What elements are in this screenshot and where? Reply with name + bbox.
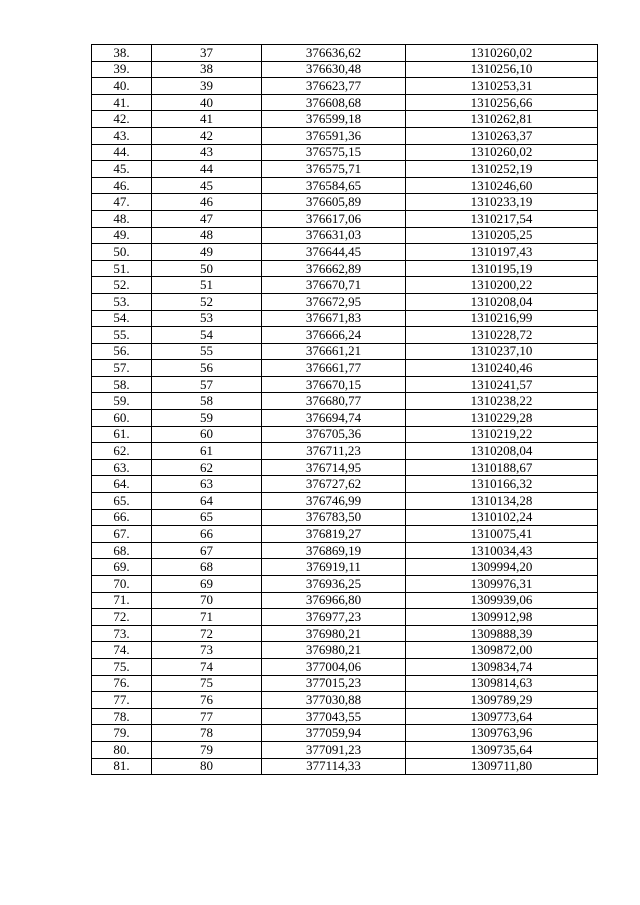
table-row (92, 78, 598, 95)
y-coordinate-cell: 1310252,19 (406, 161, 598, 178)
x-coordinate-cell: 376980,21 (262, 625, 406, 642)
table-row (92, 625, 598, 642)
x-coordinate-cell: 377091,23 (262, 741, 406, 758)
point-number-cell: 42 (152, 127, 262, 144)
y-coordinate-cell: 1310233,19 (406, 194, 598, 211)
point-number-cell: 53 (152, 310, 262, 327)
y-coordinate-cell: 1310188,67 (406, 459, 598, 476)
x-coordinate-cell: 376670,15 (262, 376, 406, 393)
row-number-cell: 77. (92, 692, 152, 709)
y-coordinate-cell: 1310256,66 (406, 94, 598, 111)
table-row (92, 443, 598, 460)
row-number-cell: 52. (92, 277, 152, 294)
table-row (92, 393, 598, 410)
table-row (92, 376, 598, 393)
row-number-cell: 71. (92, 592, 152, 609)
row-number-cell: 68. (92, 542, 152, 559)
x-coordinate-cell: 376584,65 (262, 177, 406, 194)
x-coordinate-cell: 376671,83 (262, 310, 406, 327)
point-number-cell: 58 (152, 393, 262, 410)
x-coordinate-cell: 376670,71 (262, 277, 406, 294)
row-number-cell: 58. (92, 376, 152, 393)
y-coordinate-cell: 1310240,46 (406, 360, 598, 377)
row-number-cell: 64. (92, 476, 152, 493)
row-number-cell: 46. (92, 177, 152, 194)
x-coordinate-cell: 376869,19 (262, 542, 406, 559)
y-coordinate-cell: 1309735,64 (406, 741, 598, 758)
x-coordinate-cell: 376746,99 (262, 493, 406, 510)
y-coordinate-cell: 1310246,60 (406, 177, 598, 194)
x-coordinate-cell: 377059,94 (262, 725, 406, 742)
x-coordinate-cell: 376575,15 (262, 144, 406, 161)
row-number-cell: 60. (92, 410, 152, 427)
row-number-cell: 63. (92, 459, 152, 476)
y-coordinate-cell: 1309834,74 (406, 658, 598, 675)
table-row (92, 493, 598, 510)
y-coordinate-cell: 1310260,02 (406, 45, 598, 62)
table-row (92, 61, 598, 78)
row-number-cell: 47. (92, 194, 152, 211)
row-number-cell: 50. (92, 244, 152, 261)
y-coordinate-cell: 1310195,19 (406, 260, 598, 277)
y-coordinate-cell: 1310034,43 (406, 542, 598, 559)
x-coordinate-cell: 376605,89 (262, 194, 406, 211)
point-number-cell: 38 (152, 61, 262, 78)
table-row (92, 476, 598, 493)
point-number-cell: 43 (152, 144, 262, 161)
y-coordinate-cell: 1310217,54 (406, 210, 598, 227)
point-number-cell: 41 (152, 111, 262, 128)
x-coordinate-cell: 376591,36 (262, 127, 406, 144)
table-row (92, 177, 598, 194)
y-coordinate-cell: 1309711,80 (406, 758, 598, 775)
x-coordinate-cell: 376661,77 (262, 360, 406, 377)
row-number-cell: 56. (92, 343, 152, 360)
row-number-cell: 54. (92, 310, 152, 327)
table-row (92, 708, 598, 725)
y-coordinate-cell: 1309888,39 (406, 625, 598, 642)
point-number-cell: 49 (152, 244, 262, 261)
x-coordinate-cell: 376666,24 (262, 327, 406, 344)
table-row (92, 741, 598, 758)
table-row (92, 692, 598, 709)
row-number-cell: 44. (92, 144, 152, 161)
table-row (92, 526, 598, 543)
row-number-cell: 45. (92, 161, 152, 178)
table-row (92, 576, 598, 593)
y-coordinate-cell: 1310237,10 (406, 343, 598, 360)
row-number-cell: 79. (92, 725, 152, 742)
point-number-cell: 66 (152, 526, 262, 543)
table-row (92, 509, 598, 526)
x-coordinate-cell: 376936,25 (262, 576, 406, 593)
x-coordinate-cell: 377015,23 (262, 675, 406, 692)
point-number-cell: 51 (152, 277, 262, 294)
y-coordinate-cell: 1309773,64 (406, 708, 598, 725)
y-coordinate-cell: 1310102,24 (406, 509, 598, 526)
y-coordinate-cell: 1310134,28 (406, 493, 598, 510)
table-row (92, 609, 598, 626)
point-number-cell: 75 (152, 675, 262, 692)
row-number-cell: 80. (92, 741, 152, 758)
table-row (92, 161, 598, 178)
table-row (92, 127, 598, 144)
table-row (92, 725, 598, 742)
point-number-cell: 61 (152, 443, 262, 460)
table-row (92, 260, 598, 277)
y-coordinate-cell: 1310241,57 (406, 376, 598, 393)
x-coordinate-cell: 376977,23 (262, 609, 406, 626)
table-row (92, 642, 598, 659)
x-coordinate-cell: 376575,71 (262, 161, 406, 178)
y-coordinate-cell: 1310228,72 (406, 327, 598, 344)
point-number-cell: 78 (152, 725, 262, 742)
coordinates-table-body (92, 45, 598, 775)
row-number-cell: 67. (92, 526, 152, 543)
x-coordinate-cell: 376672,95 (262, 293, 406, 310)
y-coordinate-cell: 1310219,22 (406, 426, 598, 443)
table-row (92, 194, 598, 211)
x-coordinate-cell: 377114,33 (262, 758, 406, 775)
table-row (92, 459, 598, 476)
table-row (92, 277, 598, 294)
x-coordinate-cell: 377004,06 (262, 658, 406, 675)
y-coordinate-cell: 1310208,04 (406, 443, 598, 460)
y-coordinate-cell: 1309814,63 (406, 675, 598, 692)
y-coordinate-cell: 1310208,04 (406, 293, 598, 310)
point-number-cell: 68 (152, 559, 262, 576)
point-number-cell: 57 (152, 376, 262, 393)
point-number-cell: 47 (152, 210, 262, 227)
x-coordinate-cell: 376980,21 (262, 642, 406, 659)
point-number-cell: 52 (152, 293, 262, 310)
y-coordinate-cell: 1310263,37 (406, 127, 598, 144)
table-row (92, 658, 598, 675)
table-row (92, 227, 598, 244)
point-number-cell: 64 (152, 493, 262, 510)
y-coordinate-cell: 1310256,10 (406, 61, 598, 78)
point-number-cell: 59 (152, 410, 262, 427)
row-number-cell: 57. (92, 360, 152, 377)
table-row (92, 310, 598, 327)
point-number-cell: 44 (152, 161, 262, 178)
x-coordinate-cell: 376631,03 (262, 227, 406, 244)
x-coordinate-cell: 376694,74 (262, 410, 406, 427)
point-number-cell: 67 (152, 542, 262, 559)
y-coordinate-cell: 1310229,28 (406, 410, 598, 427)
x-coordinate-cell: 376662,89 (262, 260, 406, 277)
table-row (92, 343, 598, 360)
row-number-cell: 61. (92, 426, 152, 443)
table-row (92, 360, 598, 377)
row-number-cell: 76. (92, 675, 152, 692)
x-coordinate-cell: 376617,06 (262, 210, 406, 227)
point-number-cell: 60 (152, 426, 262, 443)
table-row (92, 45, 598, 62)
point-number-cell: 71 (152, 609, 262, 626)
y-coordinate-cell: 1310200,22 (406, 277, 598, 294)
x-coordinate-cell: 376623,77 (262, 78, 406, 95)
x-coordinate-cell: 376644,45 (262, 244, 406, 261)
y-coordinate-cell: 1309789,29 (406, 692, 598, 709)
table-row (92, 244, 598, 261)
row-number-cell: 69. (92, 559, 152, 576)
row-number-cell: 66. (92, 509, 152, 526)
row-number-cell: 62. (92, 443, 152, 460)
table-row (92, 327, 598, 344)
table-row (92, 675, 598, 692)
row-number-cell: 59. (92, 393, 152, 410)
table-row (92, 592, 598, 609)
row-number-cell: 39. (92, 61, 152, 78)
point-number-cell: 69 (152, 576, 262, 593)
point-number-cell: 65 (152, 509, 262, 526)
x-coordinate-cell: 376680,77 (262, 393, 406, 410)
table-row (92, 293, 598, 310)
point-number-cell: 48 (152, 227, 262, 244)
row-number-cell: 42. (92, 111, 152, 128)
y-coordinate-cell: 1309994,20 (406, 559, 598, 576)
row-number-cell: 74. (92, 642, 152, 659)
x-coordinate-cell: 376783,50 (262, 509, 406, 526)
y-coordinate-cell: 1309912,98 (406, 609, 598, 626)
point-number-cell: 56 (152, 360, 262, 377)
x-coordinate-cell: 376727,62 (262, 476, 406, 493)
x-coordinate-cell: 376599,18 (262, 111, 406, 128)
point-number-cell: 40 (152, 94, 262, 111)
point-number-cell: 55 (152, 343, 262, 360)
table-row (92, 210, 598, 227)
y-coordinate-cell: 1310075,41 (406, 526, 598, 543)
row-number-cell: 48. (92, 210, 152, 227)
row-number-cell: 70. (92, 576, 152, 593)
y-coordinate-cell: 1309939,06 (406, 592, 598, 609)
table-row (92, 111, 598, 128)
coordinates-table (91, 44, 598, 775)
row-number-cell: 49. (92, 227, 152, 244)
row-number-cell: 43. (92, 127, 152, 144)
y-coordinate-cell: 1310238,22 (406, 393, 598, 410)
y-coordinate-cell: 1310205,25 (406, 227, 598, 244)
row-number-cell: 55. (92, 327, 152, 344)
x-coordinate-cell: 377043,55 (262, 708, 406, 725)
y-coordinate-cell: 1310197,43 (406, 244, 598, 261)
point-number-cell: 76 (152, 692, 262, 709)
table-row (92, 559, 598, 576)
y-coordinate-cell: 1310216,99 (406, 310, 598, 327)
point-number-cell: 70 (152, 592, 262, 609)
row-number-cell: 72. (92, 609, 152, 626)
x-coordinate-cell: 376705,36 (262, 426, 406, 443)
row-number-cell: 53. (92, 293, 152, 310)
point-number-cell: 50 (152, 260, 262, 277)
x-coordinate-cell: 376630,48 (262, 61, 406, 78)
x-coordinate-cell: 376919,11 (262, 559, 406, 576)
point-number-cell: 74 (152, 658, 262, 675)
y-coordinate-cell: 1310262,81 (406, 111, 598, 128)
row-number-cell: 75. (92, 658, 152, 675)
x-coordinate-cell: 376636,62 (262, 45, 406, 62)
y-coordinate-cell: 1309872,00 (406, 642, 598, 659)
x-coordinate-cell: 376608,68 (262, 94, 406, 111)
table-row (92, 94, 598, 111)
x-coordinate-cell: 376714,95 (262, 459, 406, 476)
table-row (92, 426, 598, 443)
table-row (92, 758, 598, 775)
row-number-cell: 78. (92, 708, 152, 725)
point-number-cell: 39 (152, 78, 262, 95)
point-number-cell: 37 (152, 45, 262, 62)
point-number-cell: 46 (152, 194, 262, 211)
y-coordinate-cell: 1310253,31 (406, 78, 598, 95)
x-coordinate-cell: 376966,80 (262, 592, 406, 609)
row-number-cell: 51. (92, 260, 152, 277)
point-number-cell: 63 (152, 476, 262, 493)
point-number-cell: 62 (152, 459, 262, 476)
point-number-cell: 80 (152, 758, 262, 775)
point-number-cell: 72 (152, 625, 262, 642)
point-number-cell: 77 (152, 708, 262, 725)
y-coordinate-cell: 1310166,32 (406, 476, 598, 493)
x-coordinate-cell: 377030,88 (262, 692, 406, 709)
row-number-cell: 41. (92, 94, 152, 111)
row-number-cell: 81. (92, 758, 152, 775)
table-row (92, 144, 598, 161)
y-coordinate-cell: 1309763,96 (406, 725, 598, 742)
point-number-cell: 79 (152, 741, 262, 758)
point-number-cell: 73 (152, 642, 262, 659)
x-coordinate-cell: 376711,23 (262, 443, 406, 460)
row-number-cell: 40. (92, 78, 152, 95)
x-coordinate-cell: 376661,21 (262, 343, 406, 360)
point-number-cell: 45 (152, 177, 262, 194)
y-coordinate-cell: 1310260,02 (406, 144, 598, 161)
row-number-cell: 38. (92, 45, 152, 62)
point-number-cell: 54 (152, 327, 262, 344)
y-coordinate-cell: 1309976,31 (406, 576, 598, 593)
x-coordinate-cell: 376819,27 (262, 526, 406, 543)
table-row (92, 410, 598, 427)
row-number-cell: 73. (92, 625, 152, 642)
row-number-cell: 65. (92, 493, 152, 510)
table-row (92, 542, 598, 559)
